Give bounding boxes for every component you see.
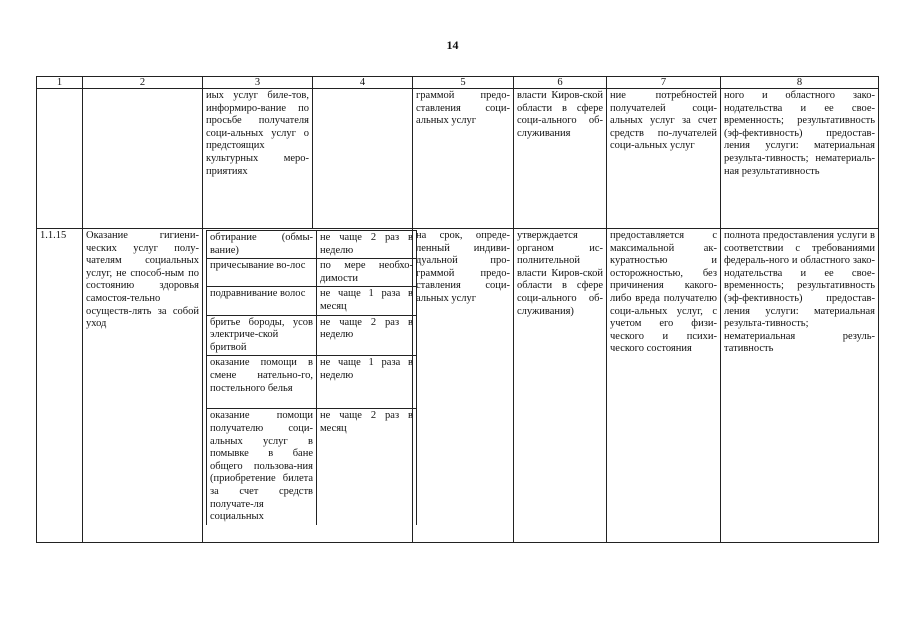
cont-col-5: граммой предо-ставления соци-альных услуг [413, 89, 514, 229]
page-number: 14 [446, 38, 459, 52]
header-row [37, 77, 879, 89]
subservice-row [207, 287, 417, 315]
subservice-frequency: не чаще 2 раз в неделю [317, 315, 417, 356]
cont-col-7: ние потребностей получателей соци-альных услуг за счет средств по-лучателей соци-альных услуг [607, 89, 721, 229]
service-quality-indicators: полнота предоставления услуги в соответствии с требованиями федераль-ного и областного зако-нодательства и ее свое-временность; результативность (эф-фективность) предостав-ления услуги: материальная результа-тивность; нематериальная резуль-тативность [721, 229, 879, 543]
subservice-row [207, 259, 417, 287]
subservice-name: бритье бороды, усов электриче-ской бритвой [207, 315, 317, 356]
service-name: Оказание гигиени-ческих услуг полу-чателям социальных услуг, не способ-ным по состоянию здоровья самостоя-тельно осуществ-лять за собой уход [83, 229, 203, 543]
header-col-7: 7 [607, 77, 721, 89]
cont-col-1 [37, 89, 83, 229]
subservice-name: причесывание во-лос [207, 259, 317, 287]
subservice-name: подравнивание волос [207, 287, 317, 315]
subservice-row [207, 356, 417, 409]
cont-col-6: власти Киров-ской области в сфере соци-ального об-служивания [514, 89, 607, 229]
service-number: 1.1.15 [37, 229, 83, 543]
subservice-row [207, 315, 417, 356]
service-cost: утверждается органом ис-полнительной власти Киров-ской области в сфере соци-ального об-служивания) [514, 229, 607, 543]
cont-col-2 [83, 89, 203, 229]
header-col-8: 8 [721, 77, 879, 89]
service-row [37, 229, 879, 543]
subservice-frequency: не чаще 2 раз в неделю [317, 231, 417, 259]
subservice-frequency: не чаще 1 раза в месяц [317, 287, 417, 315]
subservice-name: оказание помощи получателю соци-альных услуг в помывке в бане общего пользова-ния (приобретение билета за счет средств получате-ля социальных [207, 409, 317, 525]
subservice-frequency: по мере необхо-димости [317, 259, 417, 287]
service-conditions: предоставляется с максимальной ак-куратностью и осторожностью, без причинения какого-либо вреда получателю соци-альных услуг, с учетом его физи-ческого и психи-ческого состояния [607, 229, 721, 543]
subservice-name: обтирание (обмы-вание) [207, 231, 317, 259]
header-col-6: 6 [514, 77, 607, 89]
continuation-row [37, 89, 879, 229]
cont-col-4 [313, 89, 413, 229]
subservice-row [207, 409, 417, 525]
header-col-4: 4 [313, 77, 413, 89]
header-col-2: 2 [83, 77, 203, 89]
header-col-3: 3 [203, 77, 313, 89]
service-term: на срок, опреде-ленный индиви-дуальной про-граммой предо-ставления соци-альных услуг [413, 229, 514, 543]
header-col-1: 1 [37, 77, 83, 89]
subservices-cell [203, 229, 413, 543]
cont-col-3: иых услуг биле-тов, информиро-вание по просьбе получателя соци-альных услуг о предстоящих культурных меро-приятиях [203, 89, 313, 229]
subservice-row [207, 231, 417, 259]
services-table [36, 76, 879, 543]
subservice-name: оказание помощи в смене нательно-го, постельного белья [207, 356, 317, 409]
subservice-frequency: не чаще 2 раз в месяц [317, 409, 417, 525]
header-col-5: 5 [413, 77, 514, 89]
subservices-table [206, 230, 417, 525]
subservice-frequency: не чаще 1 раза в неделю [317, 356, 417, 409]
cont-col-8: ного и областного зако-нодательства и ее свое-временность; результативность (эф-фективность) предостав-ления услуги: материальная результа-тивность; нематериаль-ная результативность [721, 89, 879, 229]
